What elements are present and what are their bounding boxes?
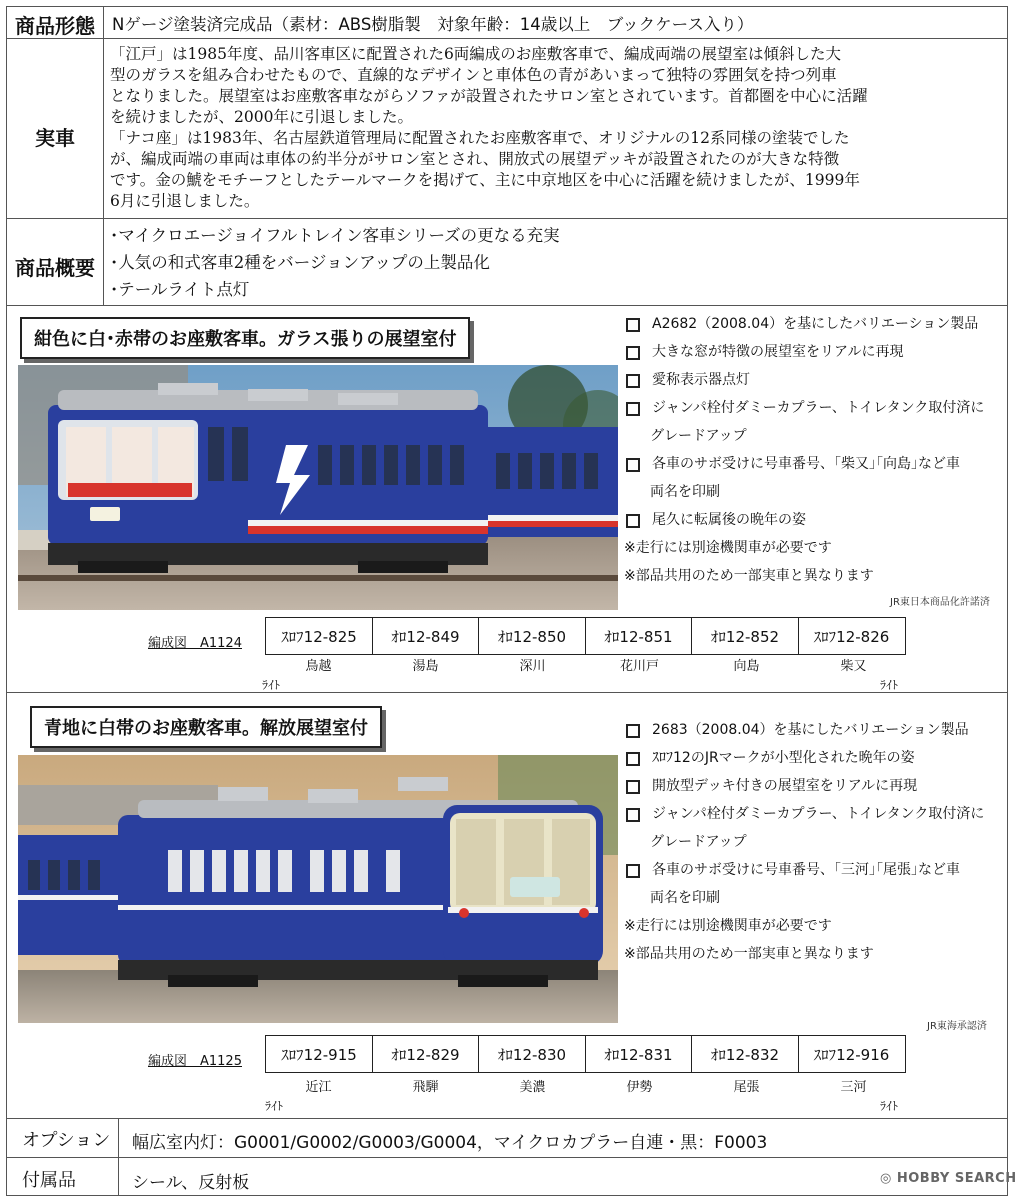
- set1-bullet-cont: グレードアップ: [650, 428, 747, 444]
- set2-bullets: [624, 716, 984, 968]
- set1-title: 紺色に白･赤帯のお座敷客車。ガラス張りの展望室付: [20, 317, 470, 359]
- car-name: 深川: [519, 659, 546, 674]
- set2-formation-label: 編成図 A1125: [148, 1054, 242, 1069]
- prototype-text: [110, 44, 1004, 212]
- set1-train-image: [18, 365, 618, 610]
- table-border-bottom: [6, 1195, 1008, 1196]
- checkbox-icon: [626, 724, 640, 738]
- formation-car: ｽﾛﾌ12-916: [798, 1035, 906, 1073]
- table-col-divider: [118, 1118, 119, 1196]
- table-row-divider: [6, 1118, 1008, 1119]
- set2-photo: [18, 755, 618, 1023]
- table-border-left: [6, 6, 7, 1196]
- prototype-label: 実車: [35, 126, 75, 150]
- prototype-line: を続けましたが、2000年に引退しました。: [110, 108, 413, 126]
- product-form-label: 商品形態: [15, 14, 95, 38]
- option-label: オプション: [22, 1130, 111, 1151]
- set1-bullet: ジャンパ栓付ダミーカプラー、トイレタンク取付済に: [624, 394, 984, 422]
- table-col-divider: [103, 6, 104, 306]
- prototype-line: です。金の鯱をモチーフとしたテールマークを掲げて、主に中京地区を中心に活躍を続けましたが、1999年: [110, 171, 860, 189]
- checkbox-icon: [626, 458, 640, 472]
- formation-car: ｵﾛ12-832: [691, 1035, 799, 1073]
- checkbox-icon: [626, 780, 640, 794]
- car-name: 鳥越: [305, 659, 332, 674]
- formation-car: ｵﾛ12-850: [478, 617, 586, 655]
- checkbox-icon: [626, 402, 640, 416]
- set2-bullet: ジャンパ栓付ダミーカプラー、トイレタンク取付済に: [624, 800, 984, 828]
- set2-bullet: ｽﾛﾌ12のJRマークが小型化された晩年の姿: [624, 744, 984, 772]
- set1-formation-label: 編成図 A1124: [148, 636, 242, 651]
- watermark-logo: ◎ HOBBY SEARCH: [880, 1171, 1017, 1186]
- set2-bullet: 各車のサボ受けに号車番号、｢三河｣｢尾張｣など車: [624, 856, 984, 884]
- formation-car: ｽﾛﾌ12-825: [265, 617, 373, 655]
- hobby-search-icon: ◎: [880, 1171, 897, 1186]
- table-border-right: [1007, 6, 1008, 1196]
- set2-bullet: 開放型デッキ付きの展望室をリアルに再現: [624, 772, 984, 800]
- prototype-line: が、編成両端の車両は車体の約半分がサロン室とされ、開放式の展望デッキが設置されたのが大きな特徴: [110, 150, 840, 168]
- checkbox-icon: [626, 514, 640, 528]
- car-name: 柴又: [840, 659, 867, 674]
- table-row-divider: [6, 692, 1008, 693]
- set1-bullet: 各車のサボ受けに号車番号、｢柴又｣｢向島｣など車: [624, 450, 984, 478]
- set1-photo: [18, 365, 618, 610]
- set1-light-right: ﾗｲﾄ: [880, 678, 899, 692]
- car-name: 湯島: [412, 659, 439, 674]
- table-row-divider: [6, 218, 1008, 219]
- accessory-label: 付属品: [22, 1170, 76, 1191]
- set1-bullet: 尾久に転属後の晩年の姿: [624, 506, 984, 534]
- set2-formation: [265, 1035, 904, 1073]
- car-name: 三河: [840, 1080, 867, 1095]
- car-name: 尾張: [733, 1080, 760, 1095]
- set1-formation: [265, 617, 904, 655]
- summary-item: ･人気の和式客車2種をバージョンアップの上製品化: [110, 253, 490, 272]
- formation-car: ｵﾛ12-852: [691, 617, 799, 655]
- prototype-line: 「ナコ座」は1983年、名古屋鉄道管理局に配置されたお座敷客車で、オリジナルの12系同様の塗装でした: [110, 129, 850, 147]
- set2-credit: JR東海承認済: [927, 1021, 987, 1032]
- set1-bullet: 愛称表示器点灯: [624, 366, 984, 394]
- option-value: 幅広室内灯：G0001/G0002/G0003/G0004，マイクロカプラー自連・黒：F0003: [132, 1133, 768, 1153]
- table-row-divider: [6, 1157, 1008, 1158]
- set2-bullet-cont: グレードアップ: [650, 834, 747, 850]
- checkbox-icon: [626, 808, 640, 822]
- accessory-value: シール、反射板: [132, 1173, 250, 1193]
- summary-label: 商品概要: [15, 256, 95, 280]
- prototype-line: 「江戸」は1985年度、品川客車区に配置された6両編成のお座敷客車で、編成両端の展望室は傾斜した大: [110, 45, 842, 63]
- summary-item: ･テールライト点灯: [110, 280, 250, 299]
- formation-car: ｵﾛ12-829: [372, 1035, 480, 1073]
- summary-item: ･マイクロエージョイフルトレイン客車シリーズの更なる充実: [110, 226, 560, 245]
- prototype-line: となりました。展望室はお座敷客車ながらソファが設置されたサロン室とされています。首都圏を中心に活躍: [110, 87, 868, 105]
- car-name: 花川戸: [619, 659, 659, 674]
- set2-light-left: ﾗｲﾄ: [265, 1099, 284, 1113]
- set2-title: 青地に白帯のお座敷客車。解放展望室付: [30, 706, 382, 748]
- table-row-divider: [6, 305, 1008, 306]
- set1-bullet: 大きな窓が特徴の展望室をリアルに再現: [624, 338, 984, 366]
- set1-note: ※部品共用のため一部実車と異なります: [624, 568, 874, 584]
- summary-list: [110, 222, 560, 303]
- car-name: 向島: [733, 659, 760, 674]
- set1-car-names: [265, 655, 907, 674]
- set2-note: ※走行には別途機関車が必要です: [624, 918, 832, 934]
- set1-light-left: ﾗｲﾄ: [262, 678, 281, 692]
- set2-light-right: ﾗｲﾄ: [880, 1099, 899, 1113]
- checkbox-icon: [626, 318, 640, 332]
- set2-train-image: [18, 755, 618, 1023]
- set2-bullet: 2683（2008.04）を基にしたバリエーション製品: [624, 716, 984, 744]
- car-name: 近江: [305, 1080, 332, 1095]
- set1-bullet-cont: 両名を印刷: [650, 484, 720, 500]
- checkbox-icon: [626, 346, 640, 360]
- car-name: 飛騨: [412, 1080, 439, 1095]
- table-row-divider: [6, 38, 1008, 39]
- prototype-line: 6月に引退しました。: [110, 192, 260, 210]
- formation-car: ｽﾛﾌ12-915: [265, 1035, 373, 1073]
- formation-car: ｵﾛ12-851: [585, 617, 693, 655]
- car-name: 伊勢: [626, 1080, 653, 1095]
- checkbox-icon: [626, 374, 640, 388]
- car-name: 美濃: [519, 1080, 546, 1095]
- set1-bullets: [624, 310, 984, 590]
- set2-car-names: [265, 1076, 907, 1095]
- set1-credit: JR東日本商品化許諾済: [890, 597, 990, 608]
- formation-car: ｽﾛﾌ12-826: [798, 617, 906, 655]
- product-form-value: Nゲージ塗装済完成品（素材：ABS樹脂製 対象年齢：14歳以上 ブックケース入り）: [112, 15, 754, 34]
- checkbox-icon: [626, 752, 640, 766]
- formation-car: ｵﾛ12-831: [585, 1035, 693, 1073]
- set2-note: ※部品共用のため一部実車と異なります: [624, 946, 874, 962]
- set1-note: ※走行には別途機関車が必要です: [624, 540, 832, 556]
- checkbox-icon: [626, 864, 640, 878]
- set2-bullet-cont: 両名を印刷: [650, 890, 720, 906]
- formation-car: ｵﾛ12-830: [478, 1035, 586, 1073]
- set1-bullet: A2682（2008.04）を基にしたバリエーション製品: [624, 310, 984, 338]
- table-border-top: [6, 6, 1008, 7]
- prototype-line: 型のガラスを組み合わせたもので、直線的なデザインと車体色の青があいまって独特の雰囲気を持つ列車: [110, 66, 837, 84]
- formation-car: ｵﾛ12-849: [372, 617, 480, 655]
